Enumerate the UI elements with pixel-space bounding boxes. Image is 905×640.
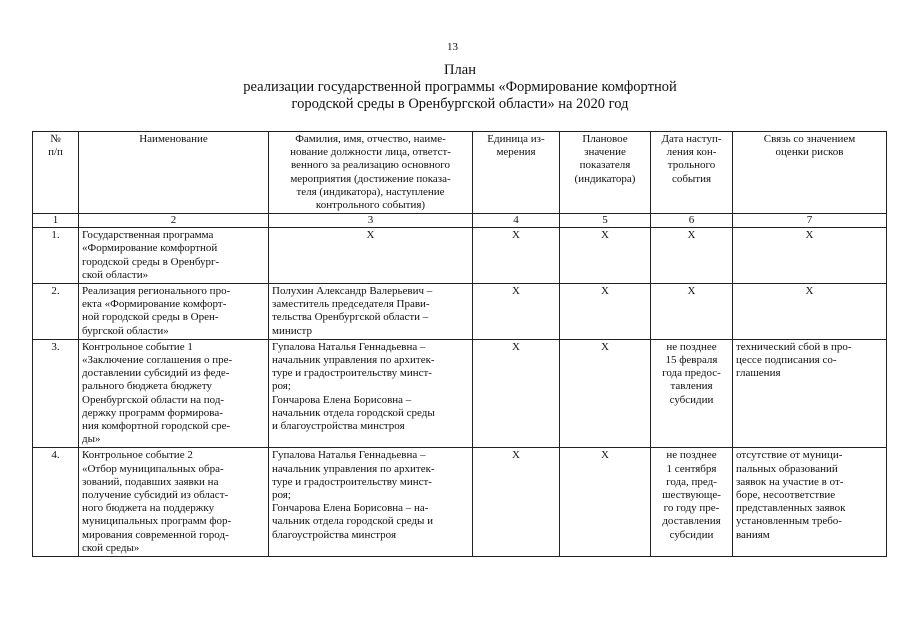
header-responsible: Фамилия, имя, отчество, наиме- нование должности лица, ответст- венного за реализацию основного мероприятия (достижение показа- теля (индикатора), наступление контрольного события): [269, 132, 473, 214]
title-line-2: реализации государственной программы «Формирование комфортной: [243, 79, 677, 95]
row-risk: Х: [733, 284, 887, 340]
column-number: 3: [269, 214, 473, 228]
row-date: не позднее 15 февраля года предос- тавления субсидии: [651, 339, 733, 448]
row-unit: Х: [473, 228, 560, 284]
header-row: [33, 132, 887, 214]
row-name: Реализация регионального про- екта «Формирование комфорт- ной городской среды в Орен- бургской области»: [79, 284, 269, 340]
row-unit: Х: [473, 284, 560, 340]
row-value: Х: [560, 228, 651, 284]
row-risk: отсутствие от муници- пальных образований заявок на участие в от- боре, несоответствие представленных заявок установленным требо- ваниям: [733, 448, 887, 557]
table-row: [33, 228, 887, 284]
plan-table: [32, 131, 887, 557]
row-responsible: Гупалова Наталья Геннадьевна – начальник управления по архитек- туре и градостроительству минст- роя; Гончарова Елена Борисовна – начальник отдела городской среды и благоустройства минстроя: [269, 339, 473, 448]
row-num: 1.: [33, 228, 79, 284]
title-line-1: План: [444, 62, 476, 78]
header-risk: Связь со значением оценки рисков: [733, 132, 887, 214]
row-date: не позднее 1 сентября года, пред- шествующе- го году пре- доставления субсидии: [651, 448, 733, 557]
table-row: [33, 284, 887, 340]
document-title: [150, 62, 770, 113]
row-responsible: Полухин Александр Валерьевич – заместитель председателя Прави- тельства Оренбургской области – министр: [269, 284, 473, 340]
column-number: 7: [733, 214, 887, 228]
header-date: Дата наступ- ления кон- трольного события: [651, 132, 733, 214]
column-number: 4: [473, 214, 560, 228]
row-responsible: Гупалова Наталья Геннадьевна – начальник управления по архитек- туре и градостроительству минст- роя; Гончарова Елена Борисовна – на- чальник отдела городской среды и благоустройства минстроя: [269, 448, 473, 557]
row-value: Х: [560, 448, 651, 557]
column-number: 1: [33, 214, 79, 228]
table-row: [33, 339, 887, 448]
row-name: Контрольное событие 1 «Заключение соглашения о пре- доставлении субсидий из феде- рального бюджета бюджету Оренбургской области на под- держку программ формирова- ния комфортной городской сре- ды»: [79, 339, 269, 448]
row-value: Х: [560, 284, 651, 340]
row-risk: технический сбой в про- цессе подписания со- глашения: [733, 339, 887, 448]
row-name: Государственная программа «Формирование комфортной городской среды в Оренбург- ской области»: [79, 228, 269, 284]
column-number-row: [33, 214, 887, 228]
row-unit: Х: [473, 339, 560, 448]
row-responsible: Х: [269, 228, 473, 284]
row-num: 4.: [33, 448, 79, 557]
row-unit: Х: [473, 448, 560, 557]
row-name: Контрольное событие 2 «Отбор муниципальных обра- зований, подавших заявки на получение субсидий из област- ного бюджета на поддержку муниципальных программ фор- мирования современной город- ской среды»: [79, 448, 269, 557]
table-row: [33, 448, 887, 557]
column-number: 6: [651, 214, 733, 228]
row-num: 3.: [33, 339, 79, 448]
row-date: Х: [651, 284, 733, 340]
title-line-3: городской среды в Оренбургской области» на 2020 год: [291, 96, 629, 112]
column-number: 2: [79, 214, 269, 228]
header-name: Наименование: [79, 132, 269, 214]
column-number: 5: [560, 214, 651, 228]
row-num: 2.: [33, 284, 79, 340]
header-value: Плановое значение показателя (индикатора): [560, 132, 651, 214]
row-risk: Х: [733, 228, 887, 284]
page-number: 13: [447, 41, 458, 53]
row-value: Х: [560, 339, 651, 448]
row-date: Х: [651, 228, 733, 284]
header-unit: Единица из- мерения: [473, 132, 560, 214]
header-num: № п/п: [33, 132, 79, 214]
